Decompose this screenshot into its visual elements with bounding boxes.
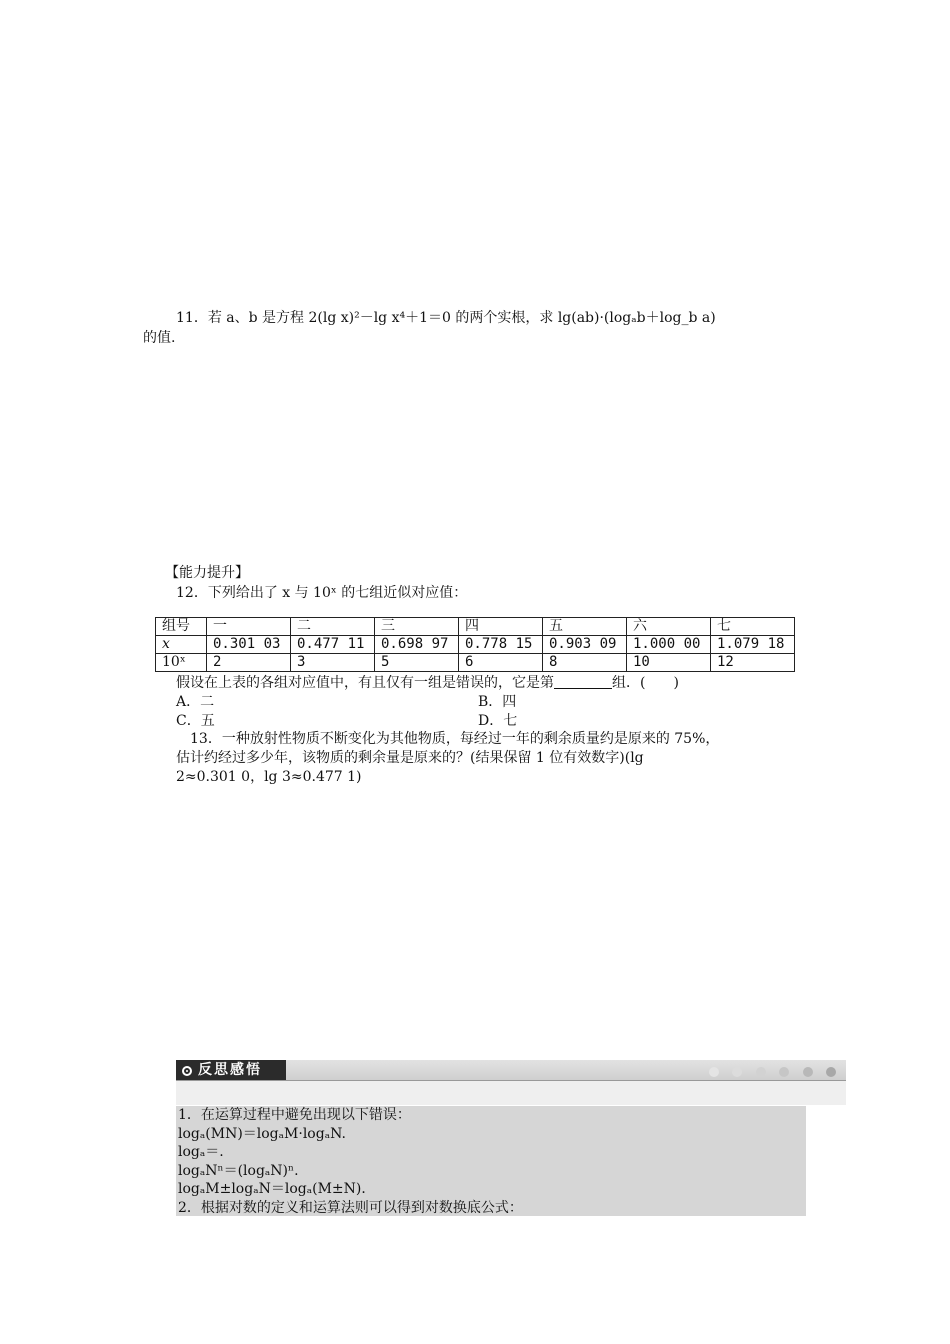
table-cell: 8	[543, 654, 627, 672]
table-cell: 三	[375, 618, 459, 636]
q12-question-suffix: 组．( )	[612, 675, 679, 691]
option-c: C．五	[176, 713, 215, 729]
table-cell: 10	[627, 654, 711, 672]
option-a: A．二	[176, 694, 215, 710]
table-cell: 0.301 03	[207, 636, 291, 654]
option-b: B．四	[478, 694, 517, 710]
q11-line2: 的值.	[143, 330, 176, 346]
reflection-body	[176, 1106, 806, 1216]
table-cell: 1.000 00	[627, 636, 711, 654]
table-cell: 5	[375, 654, 459, 672]
q11-line1: 11．若 a、b 是方程 2(lg x)²－lg x⁴＋1＝0 的两个实根，求 lg(ab)·(logₐb＋log_b a)	[176, 310, 716, 326]
reflection-line: logₐ＝.	[178, 1144, 224, 1160]
table-row-head: x	[156, 636, 207, 654]
table-row	[156, 654, 795, 672]
table-cell: 0.778 15	[459, 636, 543, 654]
table-cell: 2	[207, 654, 291, 672]
table-cell: 五	[543, 618, 627, 636]
q12-intro: 12．下列给出了 x 与 10ˣ 的七组近似对应值：	[176, 585, 468, 601]
q12-question-prefix: 假设在上表的各组对应值中，有且仅有一组是错误的，它是第	[176, 675, 554, 691]
table-cell: 七	[711, 618, 795, 636]
option-d: D．七	[478, 713, 518, 729]
reflection-line: logₐNⁿ＝(logₐN)ⁿ.	[178, 1162, 299, 1179]
table-cell: 0.698 97	[375, 636, 459, 654]
reflection-line: 2．根据对数的定义和运算法则可以得到对数换底公式：	[178, 1199, 523, 1216]
q12-question	[176, 673, 679, 693]
decorative-dots	[700, 1065, 836, 1081]
table-row-head: 10ˣ	[156, 654, 207, 672]
q13-line2: 估计约经过多少年，该物质的剩余量是原来的？(结果保留 1 位有效数字)(lg	[176, 750, 644, 766]
dot-icon	[826, 1067, 836, 1077]
q13-line1: 13．一种放射性物质不断变化为其他物质，每经过一年的剩余质量约是原来的 75%，	[190, 731, 720, 747]
reflection-title: 反思感悟	[198, 1062, 262, 1078]
reflection-header-shadow	[176, 1081, 846, 1105]
reflection-line: logₐ(MN)＝logₐM·logₐN.	[178, 1125, 346, 1142]
answer-blank	[554, 674, 612, 689]
values-table	[155, 617, 795, 672]
dot-icon	[803, 1067, 813, 1077]
table-row	[156, 636, 795, 654]
table-cell: 1.079 18	[711, 636, 795, 654]
dot-icon	[732, 1067, 742, 1077]
table-cell: 6	[459, 654, 543, 672]
dot-icon	[709, 1067, 719, 1077]
table-cell: 二	[291, 618, 375, 636]
table-cell: 12	[711, 654, 795, 672]
reflection-line: 1．在运算过程中避免出现以下错误：	[178, 1107, 411, 1123]
table-cell: 四	[459, 618, 543, 636]
table-cell: 3	[291, 654, 375, 672]
dot-icon	[756, 1067, 766, 1077]
reflection-header-bar	[176, 1060, 846, 1081]
table-cell: 一	[207, 618, 291, 636]
table-row-head: 组号	[156, 618, 207, 636]
dot-icon	[779, 1067, 789, 1077]
table-cell: 0.903 09	[543, 636, 627, 654]
section-heading: 【能力提升】	[165, 565, 249, 581]
q13-line3: 2≈0.301 0，lg 3≈0.477 1)	[176, 769, 362, 785]
table-cell: 0.477 11	[291, 636, 375, 654]
reflection-title-tab	[176, 1060, 286, 1080]
table-row	[156, 618, 795, 636]
reflection-line: logₐM±logₐN＝logₐ(M±N)．	[178, 1181, 376, 1197]
target-icon	[182, 1066, 192, 1076]
table-cell: 六	[627, 618, 711, 636]
